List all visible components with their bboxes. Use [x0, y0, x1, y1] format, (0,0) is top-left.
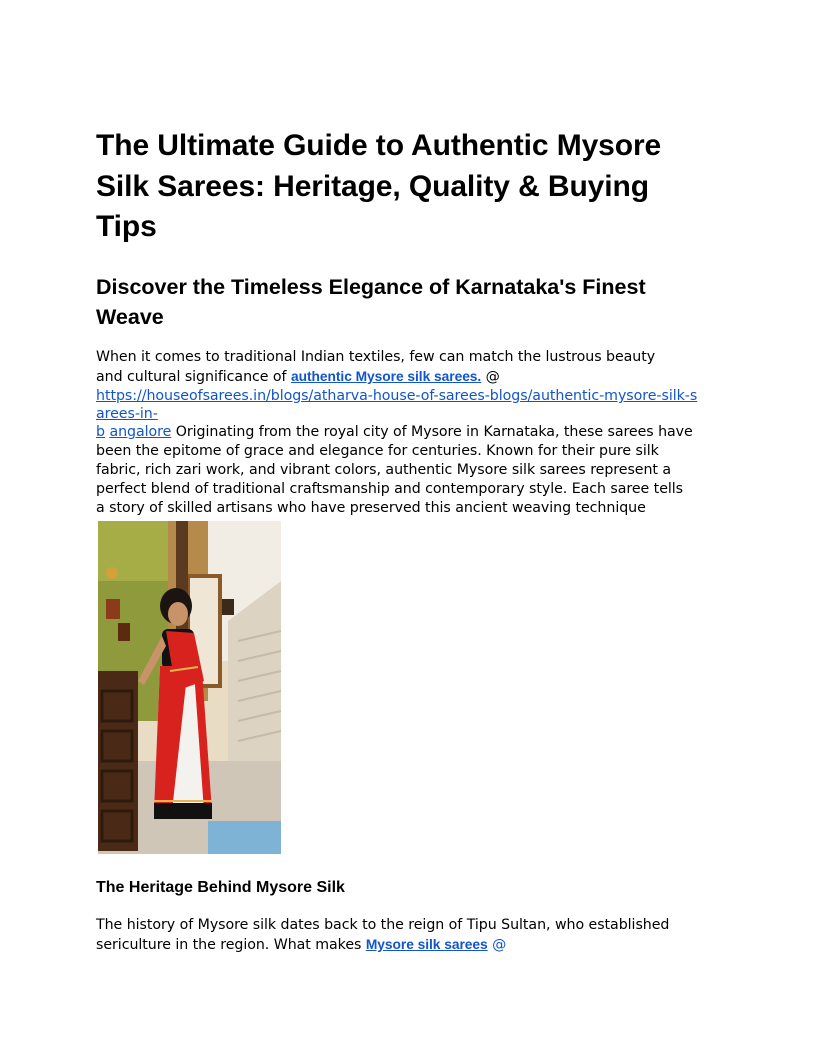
house-of-sarees-url-link[interactable]: https://houseofsarees.in/blogs/atharva-house-of-sarees-blogs/authentic-mysore-silk-s [96, 388, 698, 404]
heritage-section-heading: The Heritage Behind Mysore Silk [96, 879, 345, 896]
url-line-1 [96, 387, 720, 405]
intro-line-2-text: and cultural significance of [96, 369, 291, 385]
article-subtitle: Discover the Timeless Elegance of Karnataka's Finest Weave [96, 275, 646, 329]
url-line-2 [96, 405, 720, 423]
authentic-mysore-silk-sarees-link[interactable]: authentic Mysore silk sarees. [290, 369, 482, 384]
intro-line-2 [96, 367, 720, 387]
intro-line-5: been the epitome of grace and elegance for centuries. Known for their pure silk [96, 443, 659, 459]
intro-line-8: a story of skilled artisans who have preserved this ancient weaving technique [96, 500, 646, 516]
intro-line-7: perfect blend of traditional craftsmanship and contemporary style. Each saree tells [96, 481, 683, 497]
intro-line-after-url-text: Originating from the royal city of Mysore in Karnataka, these sarees have [171, 424, 693, 440]
history-line-2-text: sericulture in the region. What makes [96, 937, 366, 953]
house-of-sarees-url-link-end[interactable]: angalore [109, 424, 172, 440]
intro-line-6: fabric, rich zari work, and vibrant colors, authentic Mysore silk sarees represent a [96, 462, 672, 478]
house-of-sarees-url-link-end-b[interactable]: b [96, 424, 105, 440]
history-line-1: The history of Mysore silk dates back to the reign of Tipu Sultan, who established [96, 917, 670, 933]
woman-in-mysore-silk-saree-photo [98, 521, 281, 854]
intro-line-after-url [96, 423, 720, 442]
intro-paragraph [96, 348, 720, 518]
article-title: The Ultimate Guide to Authentic Mysore Silk Sarees: Heritage, Quality & Buying Tips [96, 129, 662, 243]
intro-line-1: When it comes to traditional Indian textiles, few can match the lustrous beauty [96, 349, 656, 365]
at-sign: @ [481, 369, 500, 385]
history-line-2 [96, 935, 720, 955]
mysore-silk-sarees-link[interactable]: Mysore silk sarees [365, 937, 488, 952]
history-paragraph [96, 916, 720, 955]
at-sign-link: @ [487, 937, 507, 953]
house-of-sarees-url-link-continued[interactable]: arees-in- [96, 406, 158, 422]
